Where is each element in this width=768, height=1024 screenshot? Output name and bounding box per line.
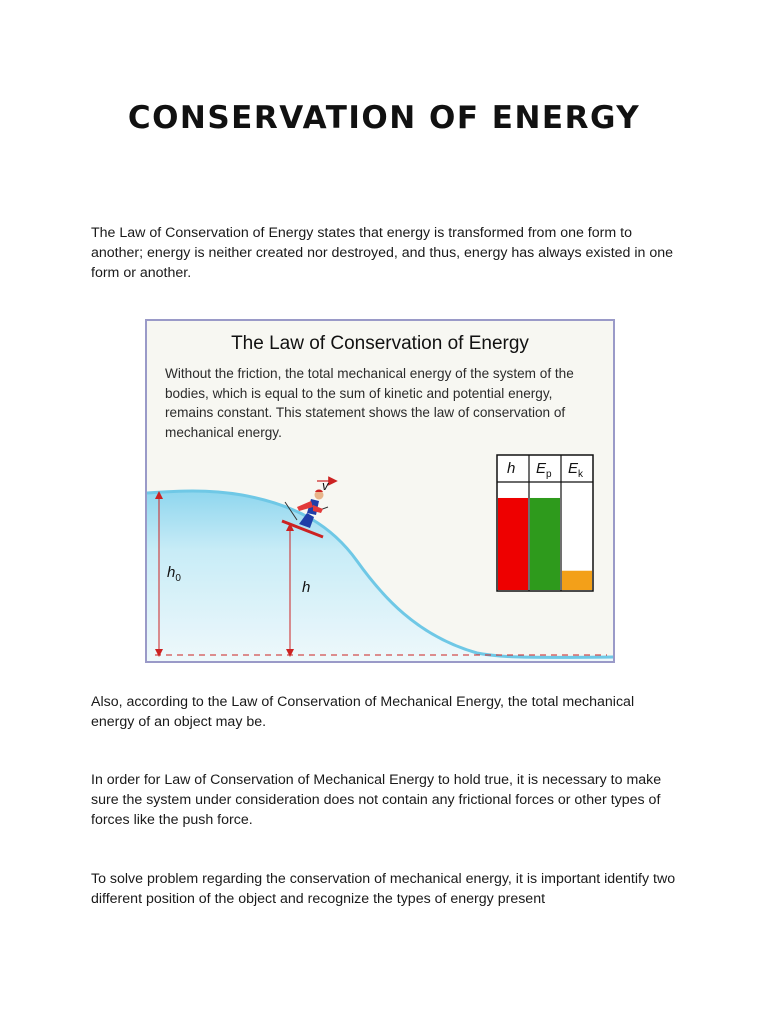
figure-title: The Law of Conservation of Energy <box>231 333 529 354</box>
figure-description: Without the friction, the total mechanical energy of the system of the bodies, which is equal to the sum of kinetic and potential energy, remains constant. This statement shows the law of conservation of mechanical energy. <box>165 366 574 440</box>
label-h: h <box>302 579 311 596</box>
paragraph-solving: To solve problem regarding the conservation of mechanical energy, it is important identify two different position of the object and recognize the types of energy present <box>91 871 676 907</box>
bar-header-ek: $E_k$ <box>568 460 584 480</box>
bar-ek <box>562 571 592 590</box>
paragraph-intro: The Law of Conservation of Energy states that energy is transformed from one form to another; energy is neither created nor destroyed, and thus, energy has always existed in one form or another. <box>91 225 674 281</box>
bar-h <box>498 498 528 590</box>
bar-ep <box>530 498 560 590</box>
conservation-diagram <box>145 319 615 663</box>
paragraph-conditions: In order for Law of Conservation of Mechanical Energy to hold true, it is necessary to make sure the system under consideration does not contain any frictional forces or other types of forces like the push force. <box>91 772 662 828</box>
label-h0: $h_0$ <box>167 564 181 584</box>
document-title: CONSERVATION OF ENERGY <box>127 100 641 136</box>
bar-header-ep: $E_p$ <box>536 460 552 480</box>
label-velocity: v <box>322 478 329 493</box>
paragraph-mechanical: Also, according to the Law of Conservation of Mechanical Energy, the total mechanical energy of an object may be. <box>91 694 635 730</box>
bar-header-h: h <box>507 460 516 477</box>
